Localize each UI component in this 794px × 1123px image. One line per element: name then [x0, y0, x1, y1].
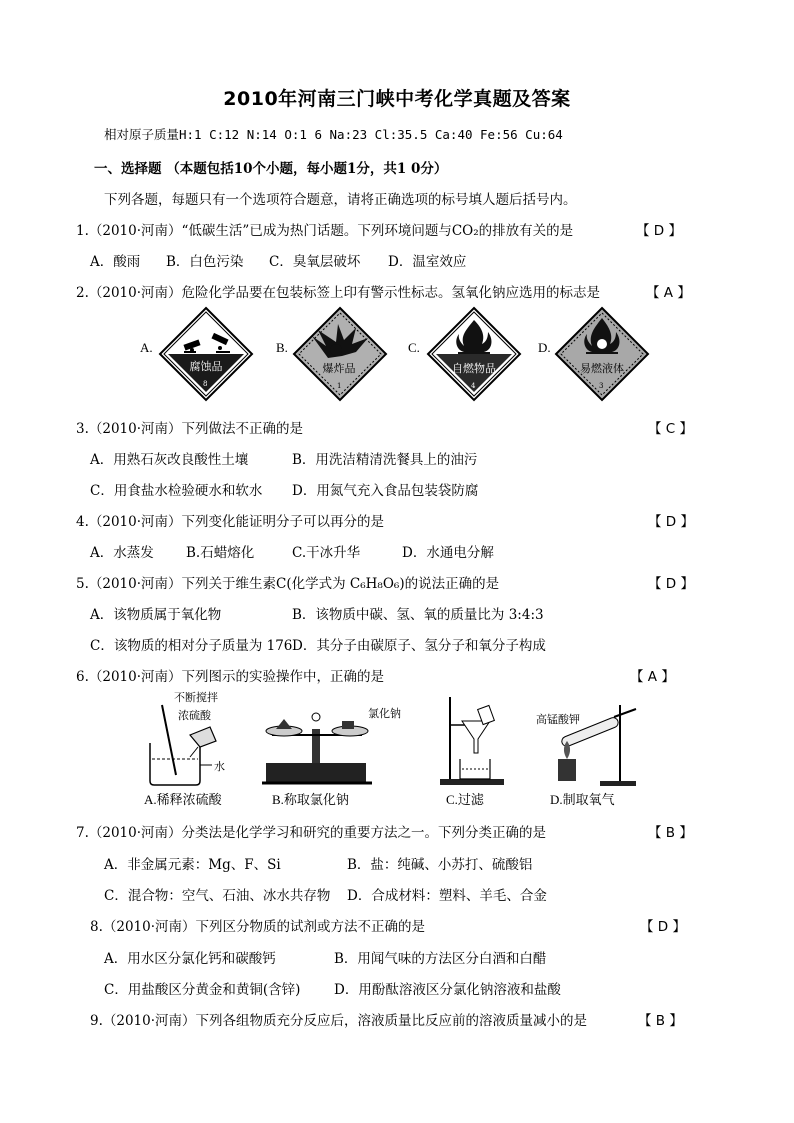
figure-caption: A.稀释浓硫酸 [144, 792, 222, 807]
figure-label: 浓硫酸 [178, 709, 211, 722]
option: B．盐：纯碱、小苏打、硫酸铝 [347, 857, 533, 873]
atomic-masses: 相对原子质量H:1 C:12 N:14 O:1 6 Na:23 Cl:35.5 Ca:40 Fe:56 Cu:64 [104, 127, 563, 142]
option: A．该物质属于氧化物 [90, 607, 222, 623]
option: B．该物质中碳、氢、氧的质量比为 3:4:3 [292, 607, 544, 623]
figure-label: 氯化钠 [368, 707, 401, 720]
option: A．用熟石灰改良酸性土壤 [90, 452, 249, 468]
sign-number: 1 [337, 382, 342, 390]
option: C．用食盐水检验硬水和软水 [90, 483, 263, 499]
answer-bracket: 【 B 】 [648, 825, 693, 841]
answer-bracket: 【 D 】 [648, 576, 694, 592]
option: A．用水区分氯化钙和碳酸钙 [104, 951, 276, 967]
balance-scale-icon [262, 709, 372, 787]
sign-label: 腐蚀品 [189, 360, 223, 373]
sign-number: 4 [471, 382, 476, 390]
option: C.干冰升华 [292, 545, 361, 561]
answer-bracket: 【 D 】 [640, 919, 686, 935]
option: C．混合物：空气、石油、冰水共存物 [104, 888, 331, 904]
question-stem: 3.（2010·河南）下列做法不正确的是 [76, 421, 304, 437]
option: D．其分子由碳原子、氢分子和氧分子构成 [292, 638, 546, 654]
sign-number: 3 [599, 382, 604, 390]
question-stem: 1.（2010·河南）“低碳生活”已成为热门话题。下列环境问题与CO₂的排放有关的是 [76, 223, 574, 239]
question-stem: 2.（2010·河南）危险化学品要在包装标签上印有警示性标志。氢氧化钠应选用的标志是 [76, 285, 601, 301]
filtration-icon [436, 695, 508, 787]
section-heading: 一、选择题 （本题包括10个小题，每小题1分，共1 0分） [94, 161, 448, 177]
question-stem: 5.（2010·河南）下列关于维生素C(化学式为 C₆H₈O₆)的说法正确的是 [76, 576, 500, 592]
option: D．温室效应 [388, 254, 467, 270]
figure-label: 水 [214, 760, 225, 773]
answer-bracket: 【 A 】 [630, 669, 675, 685]
instructions: 下列各题，每题只有一个选项符合题意，请将正确选项的标号填人题后括号内。 [104, 192, 577, 208]
figure-caption: B.称取氯化钠 [272, 792, 349, 807]
option: B．用闻气味的方法区分白酒和白醋 [334, 951, 547, 967]
sign-label: 自燃物品 [452, 362, 496, 375]
option: C．臭氧层破坏 [269, 254, 361, 270]
option: D．水通电分解 [402, 545, 494, 561]
sign-label: 易燃液体 [580, 362, 624, 375]
option: B．白色污染 [166, 254, 244, 270]
question-stem: 8.（2010·河南）下列区分物质的试剂或方法不正确的是 [90, 919, 426, 935]
page-title: 2010年河南三门峡中考化学真题及答案 [223, 88, 571, 110]
question-stem: 7.（2010·河南）分类法是化学学习和研究的重要方法之一。下列分类正确的是 [76, 825, 547, 841]
option: B．用洗洁精清洗餐具上的油污 [292, 452, 478, 468]
option: D．用氮气充入食品包装袋防腐 [292, 483, 479, 499]
sign-number: 8 [203, 380, 208, 388]
question-stem: 9.（2010·河南）下列各组物质充分反应后，溶液质量比反应前的溶液质量减小的是 [90, 1013, 588, 1029]
figure-label: 不断搅拌 [174, 691, 218, 704]
hazard-signs [140, 306, 660, 402]
lab-operation-figures [140, 691, 650, 807]
option: A．酸雨 [90, 254, 141, 270]
option: A．水蒸发 [90, 545, 154, 561]
figure-label: 高锰酸钾 [536, 713, 580, 726]
sign-letter: D. [538, 340, 551, 355]
sign-letter: C. [408, 340, 420, 355]
figure-caption: D.制取氧气 [550, 792, 615, 807]
answer-bracket: 【 D 】 [648, 514, 694, 530]
option: B.石蜡熔化 [186, 545, 255, 561]
question-stem: 4.（2010·河南）下列变化能证明分子可以再分的是 [76, 514, 385, 530]
figure-caption: C.过滤 [446, 792, 484, 807]
option: A．非金属元素：Mg、F、Si [104, 857, 281, 873]
sign-label: 爆炸品 [322, 362, 356, 375]
option: D．用酚酞溶液区分氯化钠溶液和盐酸 [334, 982, 561, 998]
sign-letter: A. [140, 340, 153, 355]
answer-bracket: 【 A 】 [646, 285, 691, 301]
option: C．该物质的相对分子质量为 176 [90, 638, 293, 654]
answer-bracket: 【 C 】 [648, 421, 694, 437]
question-stem: 6.（2010·河南）下列图示的实验操作中，正确的是 [76, 669, 385, 685]
sign-letter: B. [276, 340, 288, 355]
answer-bracket: 【 D 】 [636, 223, 682, 239]
option: C．用盐酸区分黄金和黄铜(含锌) [104, 982, 301, 998]
option: D．合成材料：塑料、羊毛、合金 [347, 888, 547, 904]
answer-bracket: 【 B 】 [638, 1013, 683, 1029]
